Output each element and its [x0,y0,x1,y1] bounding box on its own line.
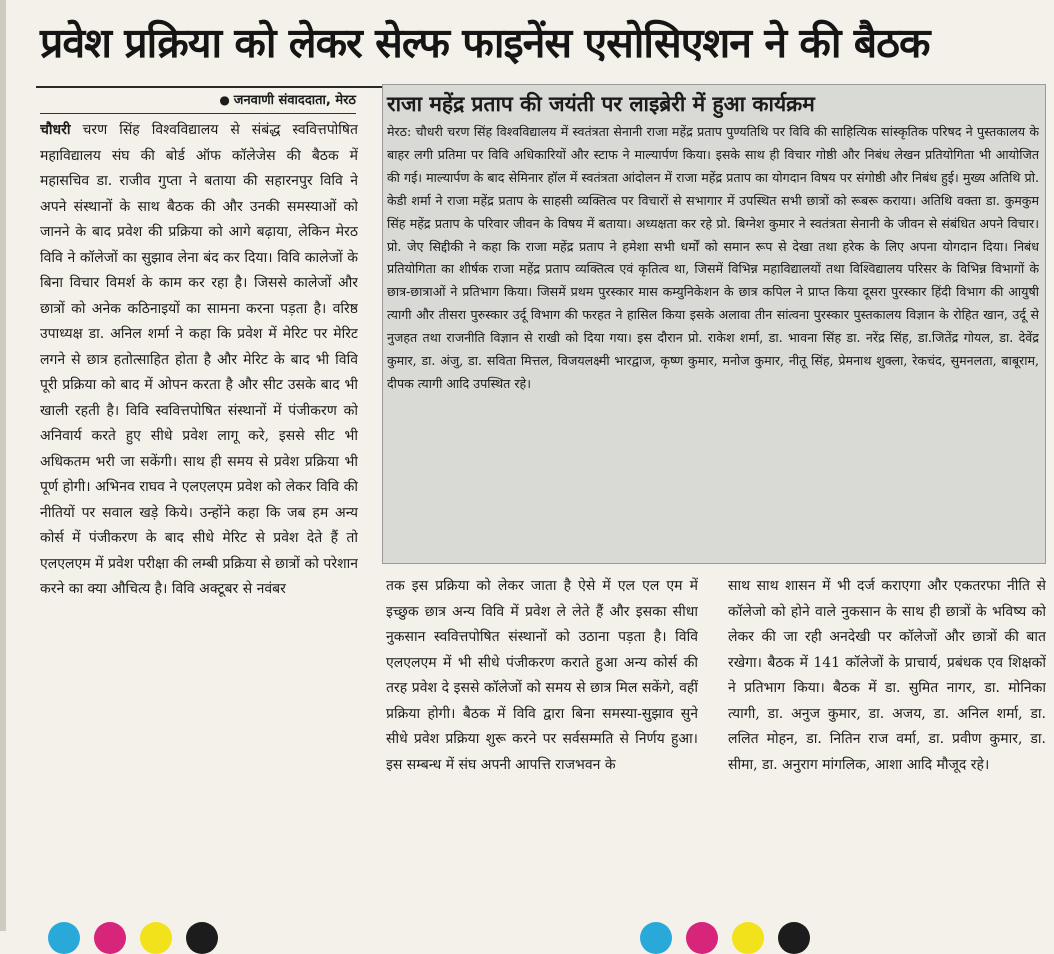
byline-rule [40,113,356,114]
article-column-1 [40,118,358,918]
page-edge [0,0,6,931]
magenta-registration-dot [94,922,126,954]
lead-word: चौधरी [40,122,71,138]
yellow-registration-dot [732,922,764,954]
cyan-registration-dot [48,922,80,954]
sidebar-story-title: राजा महेंद्र प्रताप की जयंती पर लाइब्रेरी में हुआ कार्यक्रम [387,92,815,116]
byline [40,90,356,110]
bullet-icon: ● [219,93,230,107]
black-registration-dot [186,922,218,954]
black-registration-dot [778,922,810,954]
column-1-text: चरण सिंह विश्वविद्यालय से संबंद्ध स्ववित्तपोषित महाविद्यालय संघ की बोर्ड ऑफ कॉलेजेस की बैठक में महासचिव डा. राजीव गुप्ता ने बताया की सहारनपुर विवि ने अपने संस्थानों के साथ बैठक की और उनकी समस्याओं को जानने के बाद प्रवेश की प्रक्रिया को आगे बढ़ाया, लेकिन मेरठ विवि ने कॉलेजों का सुझाव लेना बंद कर दिया। विवि कालेजों के बिना विचार विमर्श के काम कर रहा है। जिससे कालेजों और छात्रों को अनेक कठिनाइयों का सामना करना पड़ता है। वरिष्ठ उपाध्यक्ष डा. अनिल शर्मा ने कहा कि प्रवेश में मेरिट पर मेरिट लगने से छात्र हतोत्साहित होता है और मेरिट के बाद भी विवि पूरी प्रक्रिया को बाद में ओपन करता है और सीट उसके बाद भी खाली रहती है। विवि स्ववित्तपोषित संस्थानों में पंजीकरण को अनिवार्य करते हुए सीधे प्रवेश लागू करे, इससे सीट भी अधिकतम भरी जा सकेंगी। साथ ही समय से प्रवेश प्रक्रिया भी पूर्ण होगी। अभिनव राघव ने एलएलएम प्रवेश को लेकर विवि की नीतियों पर सवाल खड़े किये। उन्होंने कहा कि जब हम अन्य कोर्स में पंजीकरण के बाद सीधे मेरिट से प्रवेश देते हैं तो एलएलएम में प्रवेश परीक्षा की लम्बी प्रक्रिया से छात्रों को परेशान करने का क्या औचित्य है। विवि अक्टूबर से नवंबर [40,122,358,597]
magenta-registration-dot [686,922,718,954]
article-column-2: तक इस प्रक्रिया को लेकर जाता है ऐसे में एल एल एम में इच्छुक छात्र अन्य विवि में प्रवेश ले लेते हैं और इसका सीधा नुकसान स्ववित्तपोषित संस्थानों को उठाना पड़ता है। विवि एलएलएम में भी सीधे पंजीकरण कराते हुआ अन्य कोर्स की तरह प्रवेश दे इससे कॉलेजों को समय से छात्र मिल सकेंगे, वहीं प्रक्रिया होगी। बैठक में विवि द्वारा बिना समस्या-सुझाव सुने सीधे प्रवेश प्रक्रिया शुरू करने पर सर्वसम्मति से निर्णय हुआ। इस सम्बन्ध में संघ अपनी आपत्ति राजभवन के [386,578,698,773]
registration-marks-right [640,922,820,942]
yellow-registration-dot [140,922,172,954]
article-headline: प्रवेश प्रक्रिया को लेकर सेल्फ फाइनेंस एसोसिएशन ने की बैठक [40,19,930,67]
cyan-registration-dot [640,922,672,954]
article-column-3: साथ साथ शासन में भी दर्ज कराएगा और एकतरफा नीति से कॉलेजो को होने वाले नुकसान के साथ ही छात्रों के भविष्य को लेकर की जा रही अनदेखी पर कॉलेजों और छात्रों की बात रखेगा। बैठक में 141 कॉलेजों के प्राचार्य, प्रबंधक एव शिक्षकों ने प्रतिभाग किया। बैठक में डा. सुमित नागर, डा. मोनिका त्यागी, डा. अनुज कुमार, डा. अजय, डा. अनिल शर्मा, डा. ललित मोहन, डा. नितिन राज वर्मा, डा. प्रवीण कुमार, डा. सीमा, डा. अनुराग मांगलिक, आशा आदि मौजूद रहे। [728,578,1046,773]
byline-text: जनवाणी संवाददाता, मेरठ [233,93,356,108]
sidebar-story-body: मेरठ: चौधरी चरण सिंह विश्वविद्यालय में स्वतंत्रता सेनानी राजा महेंद्र प्रताप पुण्यतिथि पर विवि की साहित्यिक सांस्कृतिक परिषद ने पुस्तकालय के बाहर लगी प्रतिमा पर विवि अधिकारियों और स्टाफ ने माल्यार्पण किया। इसके साथ ही विचार गोष्ठी और निबंध लेखन प्रतियोगिता भी आयोजित की गई। माल्यार्पण के बाद सेमिनार हॉल में स्वतंत्रता आंदोलन में राजा महेंद्र प्रताप का योगदान विषय पर संगोष्ठी और निबंध हुई। मुख्य अतिथि प्रो. केडी शर्मा ने राजा महेंद्र प्रताप के साहसी व्यक्तित्व पर विचारों से सभागार में उपस्थित सभी छात्रों को रूबरू कराया। अतिथि वक्ता डा. कुमकुम सिंह महेंद्र प्रताप के परिवार जीवन के विषय में बताया। अध्यक्षता कर रहे प्रो. बिग्नेश कुमार ने स्वतंत्रता सेनानी के जीवन से संबंधित अपने विचार। प्रो. जेए सिद्दीकी ने कहा कि राजा महेंद्र प्रताप ने हमेशा सभी धर्मों को समान रूप से देखा तथा हरेक के लिए अपना योगदान दिया। निबंध प्रतियोगिता का शीर्षक राजा महेंद्र प्रताप व्यक्तित्व एवं कृतित्व था, जिसमें विभिन्न महाविद्यालयों तथा विश्विद्यालय परिसर के विभिन्न विभागों के छात्र-छात्राओं ने प्रतिभाग किया। जिसमें प्रथम पुरस्कार मास कम्युनिकेशन के छात्र कपिल ने प्राप्त किया दूसरा पुरस्कार हिंदी विभाग की आयुषी त्यागी और तीसरा पुरुस्कार उर्दू विभाग की फरहत ने हासिल किया इसके अलावा तीन सांत्वना पुरस्कार पुस्तकालय विज्ञान के रोहित खान, उर्दू से नुजहत तथा राजनीति विज्ञान से राखी को दिया गया। इस दौरान प्रो. राकेश शर्मा, डा. भावना सिंह डा. नरेंद्र सिंह, डा.जितेंद्र गोयल, डा. देवेंद्र कुमार, डा. अंजु, डा. सविता मित्तल, विजयलक्ष्मी भारद्वाज, कृष्ण कुमार, मनोज कुमार, नीतू सिंह, प्रेमनाथ शुक्ला, रेकचंद, सुमनलता, बाबूराम, दीपक त्यागी आदि उपस्थित रहे। [387,124,1039,391]
registration-marks-left [48,922,228,942]
sidebar-story-box [382,84,1046,564]
